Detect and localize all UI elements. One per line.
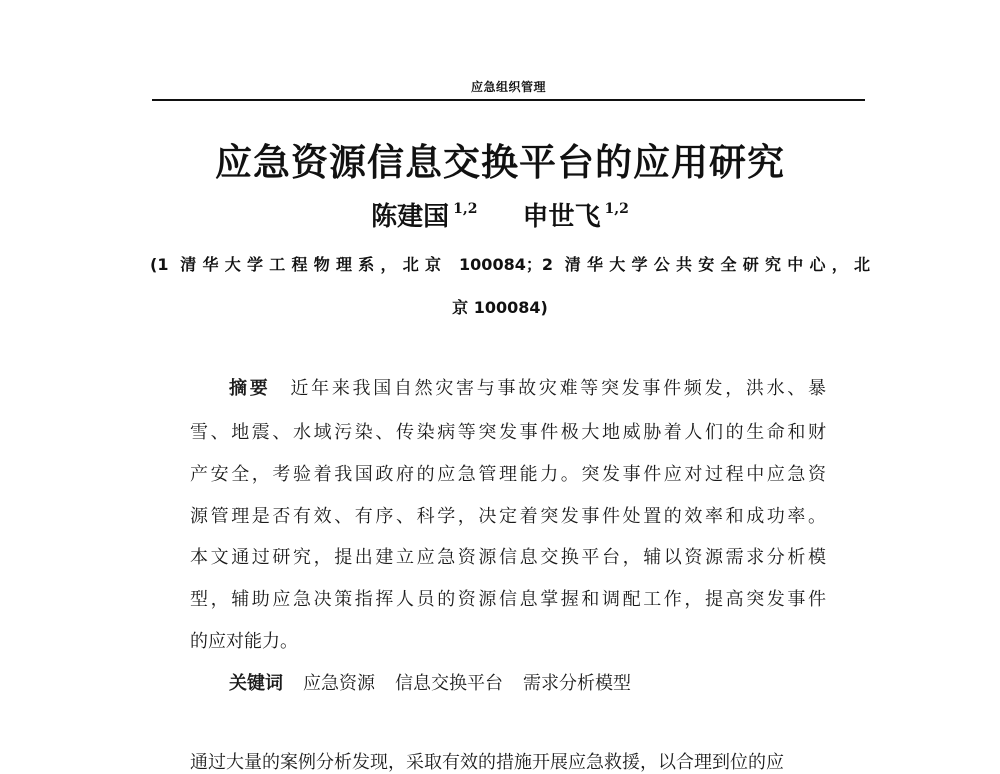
abstract-text-1: 近年来我国自然灾害与事故灾难等突发事件频发，洪水、暴 <box>290 378 827 399</box>
abstract-line-1 <box>229 374 826 400</box>
author-1 <box>371 196 477 233</box>
keyword-1: 应急资源 <box>303 673 375 694</box>
affiliation-line-1: (1 清华大学工程物理系，北京 100084；2 清华大学公共安全研究中心，北 <box>150 255 870 274</box>
keywords-line <box>229 669 651 695</box>
author-2-name: 申世飞 <box>522 202 601 232</box>
abstract-line-4: 源管理是否有效、有序、科学，决定着突发事件处置的效率和成功率。 <box>190 506 826 527</box>
abstract-line-7: 的应对能力。 <box>190 631 298 652</box>
header-rule <box>152 99 865 101</box>
abstract-line-6: 型，辅助应急决策指挥人员的资源信息掌握和调配工作，提高突发事件 <box>190 589 826 610</box>
abstract-line-2: 雪、地震、水域污染、传染病等突发事件极大地威胁着人们的生命和财 <box>190 422 826 443</box>
author-2-affiliation-mark: 1,2 <box>604 201 629 217</box>
keyword-2: 信息交换平台 <box>395 673 503 694</box>
affiliation-line-2: 京 100084) <box>452 298 548 317</box>
body-first-line: 通过大量的案例分析发现，采取有效的措施开展应急救援，以合理到位的应 <box>190 752 784 773</box>
abstract-label: 摘要 <box>229 378 271 399</box>
abstract-line-3: 产安全，考验着我国政府的应急管理能力。突发事件应对过程中应急资 <box>190 464 826 485</box>
abstract-line-5: 本文通过研究，提出建立应急资源信息交换平台，辅以资源需求分析模 <box>190 547 826 568</box>
author-line <box>0 196 1000 233</box>
paper-title: 应急资源信息交换平台的应用研究 <box>215 141 785 184</box>
keywords-label: 关键词 <box>229 673 283 694</box>
author-2 <box>523 196 629 233</box>
running-head: 应急组织管理 <box>470 80 546 94</box>
author-1-affiliation-mark: 1,2 <box>453 201 478 217</box>
keyword-3: 需求分析模型 <box>523 673 631 694</box>
body-text-cut-off <box>190 748 880 773</box>
author-1-name: 陈建国 <box>371 202 450 232</box>
